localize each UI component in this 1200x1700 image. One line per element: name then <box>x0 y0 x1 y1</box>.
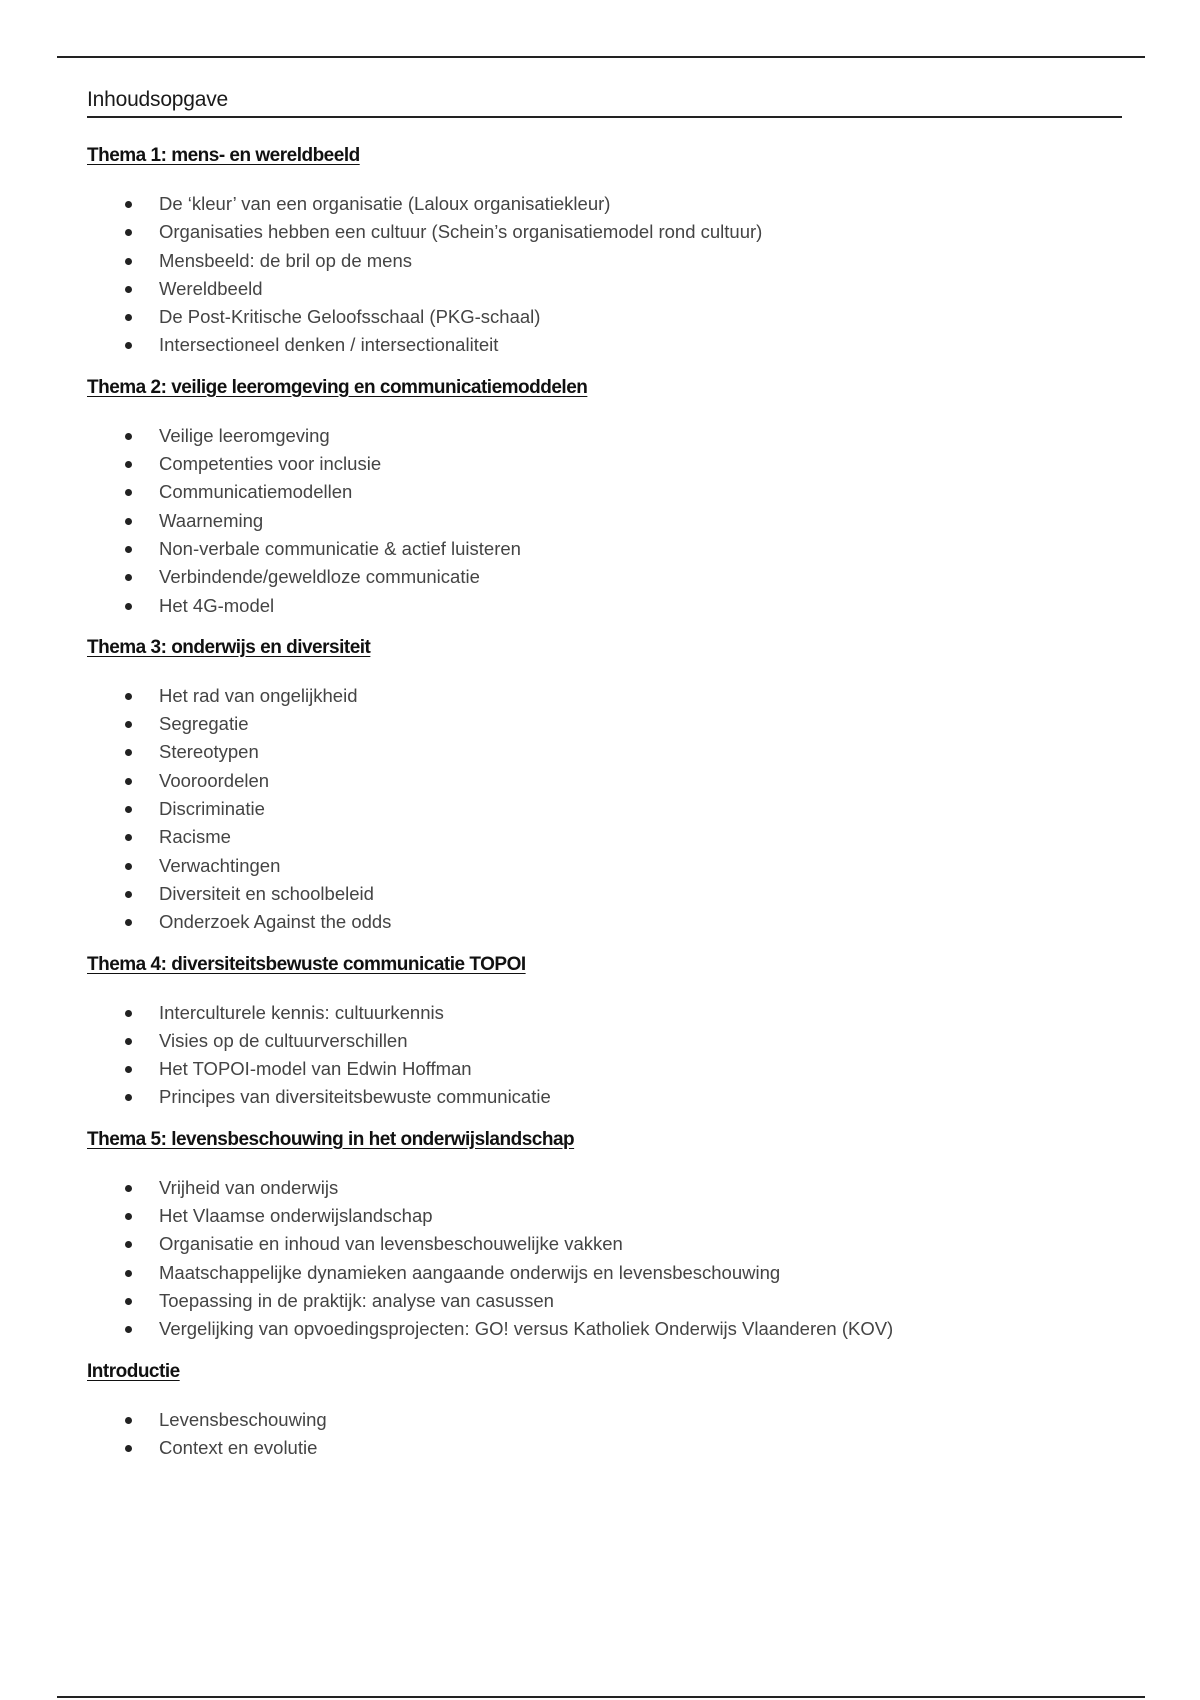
section-thema-2 <box>87 376 1122 620</box>
list-item: Communicatiemodellen <box>159 478 1122 506</box>
list-item: Onderzoek Against the odds <box>159 908 1122 936</box>
list-item: Context en evolutie <box>159 1434 1122 1462</box>
list-item: Veilige leeromgeving <box>159 422 1122 450</box>
section-heading: Thema 1: mens- en wereldbeeld <box>87 145 360 166</box>
bullet-list <box>87 1174 1122 1344</box>
bullet-list <box>87 422 1122 620</box>
list-item: Interculturele kennis: cultuurkennis <box>159 999 1122 1027</box>
page-header-rule <box>57 56 1145 58</box>
section-thema-1 <box>87 144 1122 360</box>
section-heading: Thema 4: diversiteitsbewuste communicatie TOPOI <box>87 953 526 975</box>
list-item: Visies op de cultuurverschillen <box>159 1027 1122 1055</box>
list-item: Organisaties hebben een cultuur (Schein’s organisatiemodel rond cultuur) <box>159 218 1122 246</box>
list-item: Maatschappelijke dynamieken aangaande onderwijs en levensbeschouwing <box>159 1259 1122 1287</box>
list-item: Het rad van ongelijkheid <box>159 682 1122 710</box>
section-thema-3 <box>87 636 1122 937</box>
page-title: Inhoudsopgave <box>87 88 1122 118</box>
page-footer-rule <box>57 1696 1145 1698</box>
section-heading: Thema 2: veilige leeromgeving en communicatiemoddelen <box>87 376 588 398</box>
section-heading: Introductie <box>87 1360 180 1382</box>
list-item: Waarneming <box>159 507 1122 535</box>
list-item: Vergelijking van opvoedingsprojecten: GO! versus Katholiek Onderwijs Vlaanderen (KOV) <box>159 1315 1122 1343</box>
list-item: Het Vlaamse onderwijslandschap <box>159 1202 1122 1230</box>
list-item: Verbindende/geweldloze communicatie <box>159 563 1122 591</box>
list-item: Het TOPOI-model van Edwin Hoffman <box>159 1055 1122 1083</box>
section-thema-4 <box>87 953 1122 1112</box>
list-item: Mensbeeld: de bril op de mens <box>159 247 1122 275</box>
section-heading: Thema 5: levensbeschouwing in het onderwijslandschap <box>87 1128 575 1150</box>
list-item: Discriminatie <box>159 795 1122 823</box>
list-item: Racisme <box>159 823 1122 851</box>
bullet-list <box>87 682 1122 937</box>
list-item: Competenties voor inclusie <box>159 450 1122 478</box>
list-item: Vooroordelen <box>159 767 1122 795</box>
table-of-contents <box>87 88 1122 1478</box>
list-item: Vrijheid van onderwijs <box>159 1174 1122 1202</box>
bullet-list <box>87 1406 1122 1463</box>
list-item: Diversiteit en schoolbeleid <box>159 880 1122 908</box>
list-item: Organisatie en inhoud van levensbeschouwelijke vakken <box>159 1230 1122 1258</box>
list-item: Segregatie <box>159 710 1122 738</box>
section-introductie <box>87 1360 1122 1463</box>
list-item: De Post-Kritische Geloofsschaal (PKG-schaal) <box>159 303 1122 331</box>
list-item: De ‘kleur’ van een organisatie (Laloux organisatiekleur) <box>159 190 1122 218</box>
list-item: Toepassing in de praktijk: analyse van casussen <box>159 1287 1122 1315</box>
list-item: Non-verbale communicatie & actief luisteren <box>159 535 1122 563</box>
list-item: Wereldbeeld <box>159 275 1122 303</box>
list-item: Intersectioneel denken / intersectionaliteit <box>159 331 1122 359</box>
bullet-list <box>87 999 1122 1112</box>
list-item: Stereotypen <box>159 738 1122 766</box>
list-item: Verwachtingen <box>159 852 1122 880</box>
section-thema-5 <box>87 1128 1122 1344</box>
list-item: Levensbeschouwing <box>159 1406 1122 1434</box>
section-heading: Thema 3: onderwijs en diversiteit <box>87 636 371 658</box>
list-item: Het 4G-model <box>159 592 1122 620</box>
bullet-list <box>87 190 1122 360</box>
list-item: Principes van diversiteitsbewuste communicatie <box>159 1083 1122 1111</box>
